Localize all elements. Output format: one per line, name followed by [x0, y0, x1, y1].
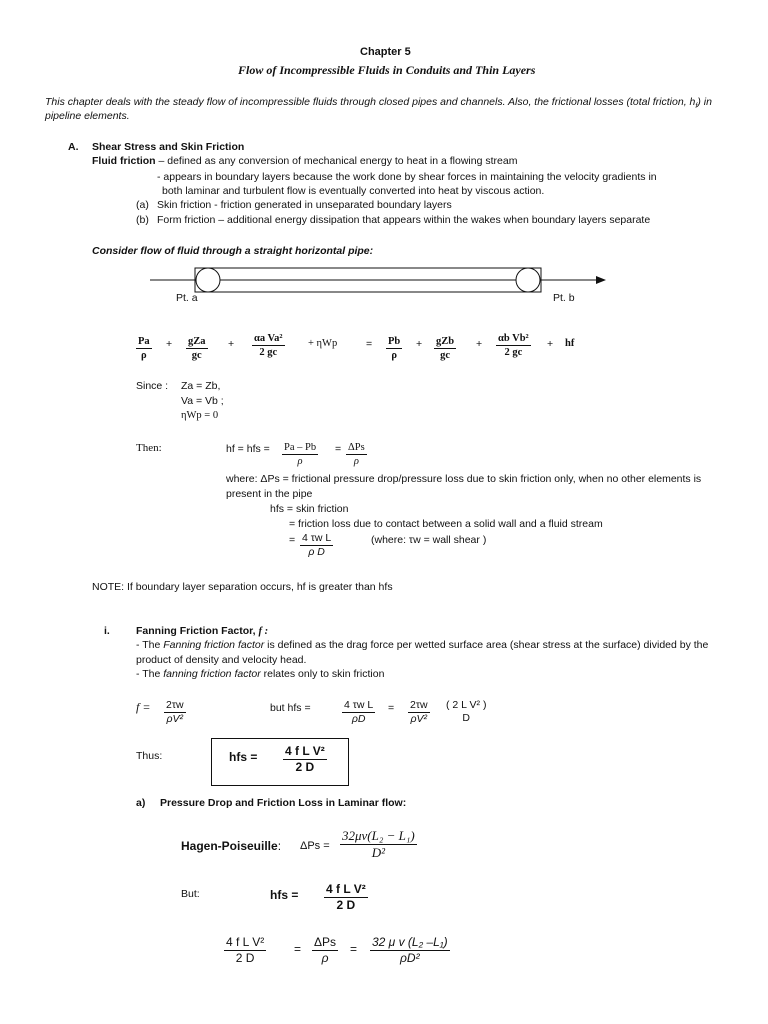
chapter-title: Flow of Incompressible Fluids in Conduits and Thin Layers: [238, 63, 536, 77]
final-equals-1: =: [294, 942, 302, 956]
but-frac: $\frac{\text{4 f L V²}}{2 D}$: [326, 882, 366, 912]
thus-lhs: hfs =: [229, 750, 258, 764]
final-frac-1: $\frac{\text{4 f L V²}}{2 D}$: [226, 935, 265, 965]
then-frac-pressure: $\frac{Pa - Pb}{\rho}$: [284, 442, 317, 468]
intro-line-2: pipeline elements.: [45, 110, 130, 122]
final-frac-2: ΔPs ρ: [314, 935, 337, 965]
chapter-label: Chapter 5: [360, 46, 411, 58]
where-delta-ps-cont: present in the pipe: [226, 488, 313, 500]
where-delta-ps: where: ΔPs = frictional pressure drop/pressure loss due to skin friction only, when no other elements is: [226, 473, 702, 485]
then-frac-delta: ΔPs ρ: [348, 442, 365, 468]
hfs-eq-sign: =: [289, 534, 296, 546]
since-label: Since :: [136, 380, 169, 392]
then-equals: =: [335, 443, 342, 455]
item-skin-friction: Skin friction - friction generated in unseparated boundary layers: [157, 199, 452, 211]
since-work: ηWp = 0: [181, 410, 219, 421]
pipe-point-a: Pt. a: [176, 292, 198, 304]
then-label: Then:: [136, 442, 162, 454]
but-lhs: hfs =: [270, 888, 299, 902]
fanning-heading: Fanning Friction Factor, f :: [136, 625, 269, 637]
since-za-zb: Za = Zb,: [181, 380, 221, 392]
section-a-letter: A.: [68, 141, 79, 153]
fanning-equals: =: [388, 702, 395, 714]
bullet-boundary-layers-cont: both laminar and turbulent flow is eventually converted into heat by viscous action.: [162, 185, 545, 197]
intro-line-1: This chapter deals with the steady flow of incompressible fluids through closed pipes and channels. Also, the frictional losses (total friction, $h_f$) in: [45, 96, 712, 111]
item-b-label: (b): [136, 214, 149, 226]
fanning-relates: - The fanning friction factor relates only to skin friction: [136, 668, 385, 680]
fanning-f-lhs: f =: [136, 700, 151, 714]
item-form-friction: Form friction – additional energy dissipation that appears within the wakes when boundary layers separate: [157, 214, 651, 226]
then-lhs: hf = hfs =: [226, 443, 270, 455]
fanning-but-hfs: but hfs =: [270, 702, 311, 714]
hfs-friction-loss: = friction loss due to contact between a solid wall and a fluid stream: [289, 518, 603, 530]
subsection-i-label: i.: [104, 625, 110, 637]
section-a-heading: Shear Stress and Skin Friction: [92, 141, 245, 153]
but-label: But:: [181, 888, 200, 900]
hfs-wall-shear-frac: $\frac{\text{4 τw L}}{\text{ρ D}}$: [302, 532, 332, 559]
final-frac-3: $\frac{\text{32 μ v (L₂ –L₁)}}{\text{ρD²}}$: [372, 935, 448, 965]
hagen-label: Hagen-Poiseuille:: [181, 839, 282, 853]
fanning-hfs-frac-2: $\frac{2\tau w}{\text{ρV²}}$: [410, 699, 428, 726]
since-va-vb: Va = Vb ;: [181, 395, 224, 407]
fluid-friction-definition: Fluid friction – defined as any conversion of mechanical energy to heat in a flowing stream: [92, 155, 518, 167]
final-equals-2: =: [350, 942, 358, 956]
thus-frac: $\frac{\text{4 f L V²}}{2 D}$: [285, 744, 325, 774]
subsection-a-label: a): [136, 797, 146, 809]
fanning-definition: - The Fanning friction factor is defined as the drag force per wetted surface area (shear stress at the surface) divided by the: [136, 639, 709, 651]
thus-label: Thus:: [136, 750, 163, 762]
hagen-lhs: ΔPs =: [300, 840, 330, 852]
consider-heading: Consider flow of fluid through a straight horizontal pipe:: [92, 245, 374, 257]
hagen-frac: $\frac{\text{32μv(L₂ − L₁)}}{\text{D²}}$: [342, 828, 415, 861]
hfs-skin-friction: hfs = skin friction: [270, 503, 349, 515]
pipe-diagram: [150, 262, 610, 302]
item-a-label: (a): [136, 199, 149, 211]
fanning-hfs-frac-1: $\frac{\text{4 τw L}}{\rho D}$: [344, 699, 374, 726]
fanning-definition-cont: product of density and velocity head.: [136, 654, 307, 666]
note-boundary-separation: NOTE: If boundary layer separation occurs, hf is greater than hfs: [92, 581, 393, 593]
pipe-point-b: Pt. b: [553, 292, 575, 304]
laminar-heading: Pressure Drop and Friction Loss in Laminar flow:: [160, 797, 407, 809]
hfs-where-wall-shear: (where: τw = wall shear ): [371, 534, 487, 546]
fanning-hfs-frac-3: ( 2 L V² ) D: [446, 699, 487, 725]
bullet-boundary-layers: - appears in boundary layers because the work done by shear forces in maintaining the velocity gradients in: [157, 171, 657, 183]
fanning-f-frac: $\frac{2\tau w}{\text{ρV²}}$: [166, 699, 184, 726]
